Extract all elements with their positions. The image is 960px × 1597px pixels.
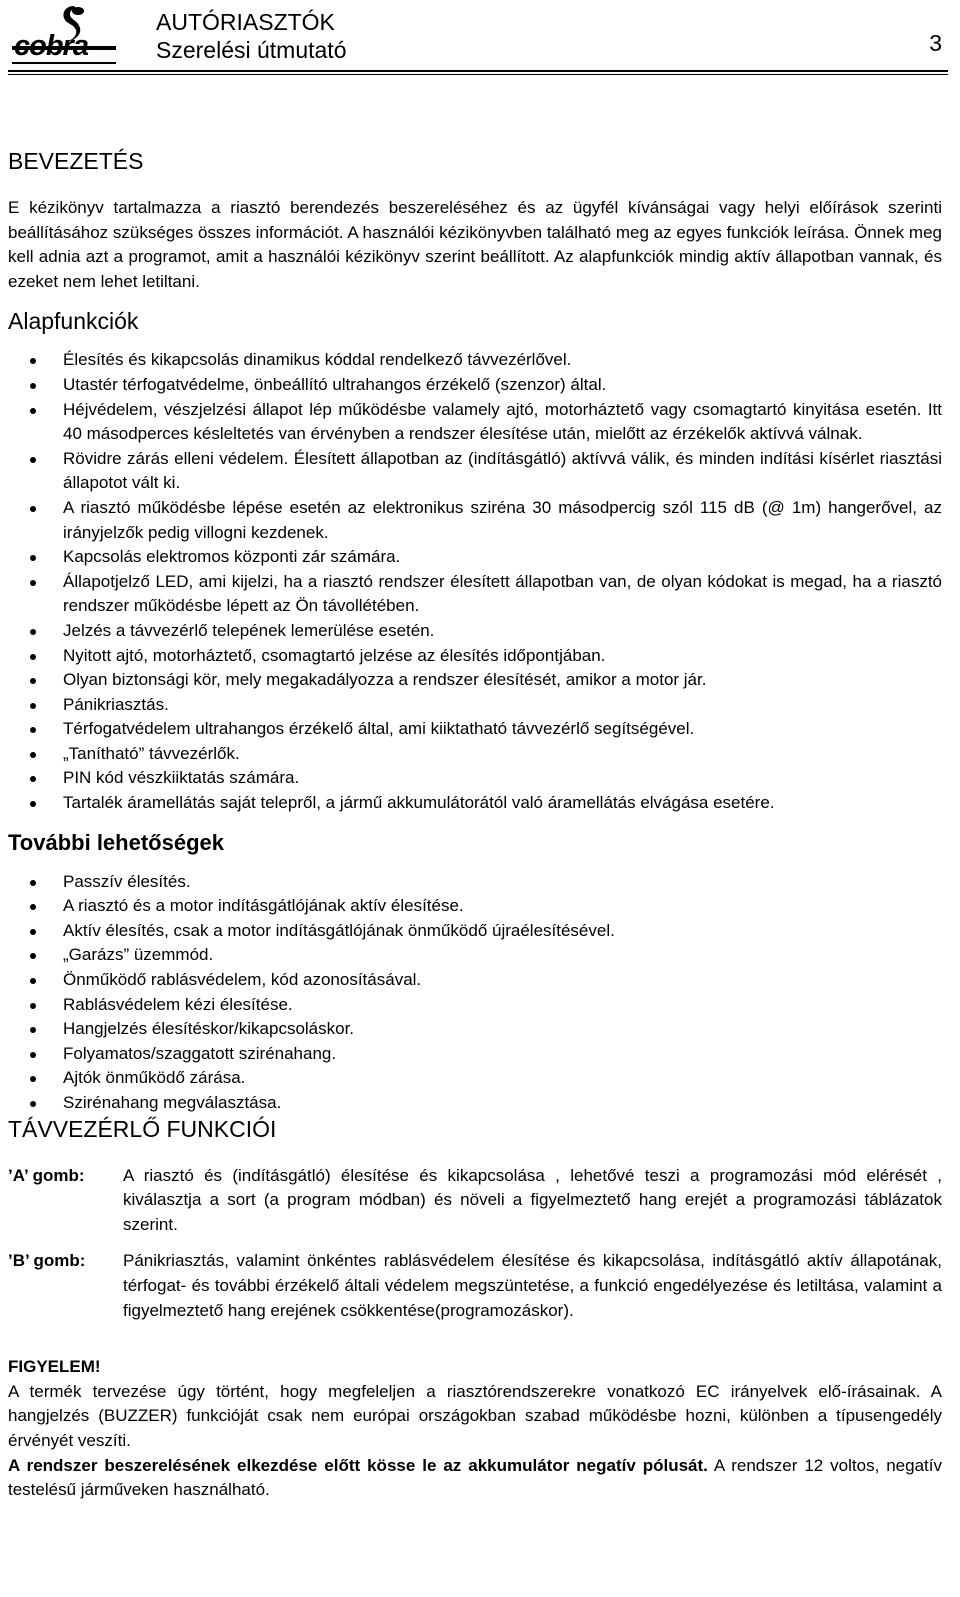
- button-b-description: Pánikriasztás, valamint önkéntes rablásvédelem élesítése és kikapcsolása, indításgátló aktív állapotának, térfogat- és további érzékelő általi védelem megszüntetése, a funkció engedélyezése és letiltása, valamint a figyelmeztető hang erejének csökkentése(programozáskor).: [123, 1251, 942, 1320]
- extra-options-list: [8, 870, 942, 1116]
- warning-text: A termék tervezése úgy történt, hogy megfeleljen a riasztórendszerekre vonatkozó EC irányelvek elő-írásainak. A hangjelzés (BUZZER) funkcióját csak nem európai országokban szabad működésbe hozni, különben a típusengedély érvényét veszíti.: [8, 1381, 942, 1450]
- header-rule-thin: [8, 74, 948, 75]
- extra-options-heading: További lehetőségek: [8, 829, 224, 855]
- list-item: „Garázs” üzemmód.: [8, 943, 942, 968]
- list-item: Hangjelzés élesítéskor/kikapcsoláskor.: [8, 1017, 942, 1042]
- page-number: 3: [929, 30, 942, 56]
- list-item: Rablásvédelem kézi élesítése.: [8, 993, 942, 1018]
- header-rule: [8, 70, 948, 72]
- page-header: [0, 0, 960, 72]
- list-item: PIN kód vészkiiktatás számára.: [8, 766, 942, 791]
- list-item: „Tanítható” távvezérlők.: [8, 742, 942, 767]
- list-item: Tartalék áramellátás saját telepről, a jármű akkumulátorától való áramellátás elvágása esetére.: [8, 791, 942, 816]
- basic-functions-list: [8, 348, 942, 815]
- list-item: Kapcsolás elektromos központi zár számára.: [8, 545, 942, 570]
- button-a-key: ’A’ gomb:: [8, 1165, 85, 1185]
- intro-heading: BEVEZETÉS: [8, 148, 144, 174]
- button-b-key: ’B’ gomb:: [8, 1251, 86, 1271]
- warning-title: FIGYELEM!: [8, 1357, 101, 1377]
- list-item: Jelzés a távvezérlő telepének lemerülése esetén.: [8, 619, 942, 644]
- list-item: Utastér térfogatvédelme, önbeállító ultrahangos érzékelő (szenzor) által.: [8, 373, 942, 398]
- list-item: Nyitott ajtó, motorháztető, csomagtartó jelzése az élesítés időpontjában.: [8, 644, 942, 669]
- list-item: Folyamatos/szaggatott szirénahang.: [8, 1042, 942, 1067]
- basic-functions-heading: Alapfunkciók: [8, 308, 139, 335]
- list-item: A riasztó és a motor indításgátlójának aktív élesítése.: [8, 894, 942, 919]
- warning-instruction: [8, 1454, 942, 1503]
- list-item: Állapotjelző LED, ami kijelzi, ha a riasztó rendszer élesített állapotban van, de olyan kódokat is megad, ha a riasztó rendszer működésbe lépett az Ön távollétében.: [8, 570, 942, 619]
- page-content: [8, 148, 942, 1503]
- header-title: AUTÓRIASZTÓK: [156, 9, 335, 35]
- header-subtitle: Szerelési útmutató: [156, 37, 347, 63]
- list-item: Ajtók önműködő zárása.: [8, 1066, 942, 1091]
- list-item: Olyan biztonsági kör, mely megakadályozza a rendszer élesítését, amikor a motor jár.: [8, 668, 942, 693]
- intro-paragraph: E kézikönyv tartalmazza a riasztó berendezés beszereléséhez és az ügyfél kívánságai vagy helyi előírások szerinti beállításához szükséges összes információt. A használói kézikönyvben található meg az egyes funkciók leírása. Önnek meg kell adnia azt a programot, amit a használói kézikönyv szerint beállított. Az alapfunkciók mindig aktív állapotban vannak, és ezeket nem lehet letiltani.: [8, 198, 942, 291]
- list-item: Rövidre zárás elleni védelem. Élesített állapotban az (indításgátló) aktívvá válik, és minden indítási kísérlet riasztási állapotot vált ki.: [8, 447, 942, 496]
- list-item: Héjvédelem, vészjelzési állapot lép működésbe valamely ajtó, motorháztető vagy csomagtartó kinyitása esetén. Itt 40 másodperces késleltetés van érvényben a rendszer élesítése után, mielőtt az érzékelők aktívvá válnak.: [8, 398, 942, 447]
- list-item: Aktív élesítés, csak a motor indításgátlójának önműködő újraélesítésével.: [8, 919, 942, 944]
- remote-button-b: [8, 1249, 942, 1323]
- list-item: Szirénahang megválasztása.: [8, 1091, 942, 1116]
- list-item: A riasztó működésbe lépése esetén az elektronikus sziréna 30 másodpercig szól 115 dB (@ 1m) hangerővel, az irányjelzők pedig villogni kezdenek.: [8, 496, 942, 545]
- list-item: Passzív élesítés.: [8, 870, 942, 895]
- remote-button-a: [8, 1164, 942, 1238]
- warning-tail-text: A rendszer 12 voltos, negatív testelésű járműveken használható.: [8, 1455, 942, 1500]
- list-item: Pánikriasztás.: [8, 693, 942, 718]
- remote-functions-heading: TÁVVEZÉRLŐ FUNKCIÓI: [8, 1115, 277, 1142]
- button-a-description: A riasztó és (indításgátló) élesítése és kikapcsolása , lehetővé teszi a programozási mód elérését , kiválasztja a sort (a program módban) és növeli a figyelmeztető hang erejét a programozási táblázatok szerint.: [123, 1165, 942, 1234]
- warning-bold-text: A rendszer beszerelésének elkezdése előtt kösse le az akkumulátor negatív pólusát.: [8, 1455, 708, 1475]
- list-item: Élesítés és kikapcsolás dinamikus kóddal rendelkező távvezérlővel.: [8, 348, 942, 373]
- list-item: Önműködő rablásvédelem, kód azonosításával.: [8, 968, 942, 993]
- list-item: Térfogatvédelem ultrahangos érzékelő által, ami kiiktatható távvezérlő segítségével.: [8, 717, 942, 742]
- brand-wordmark: cobra: [14, 30, 88, 62]
